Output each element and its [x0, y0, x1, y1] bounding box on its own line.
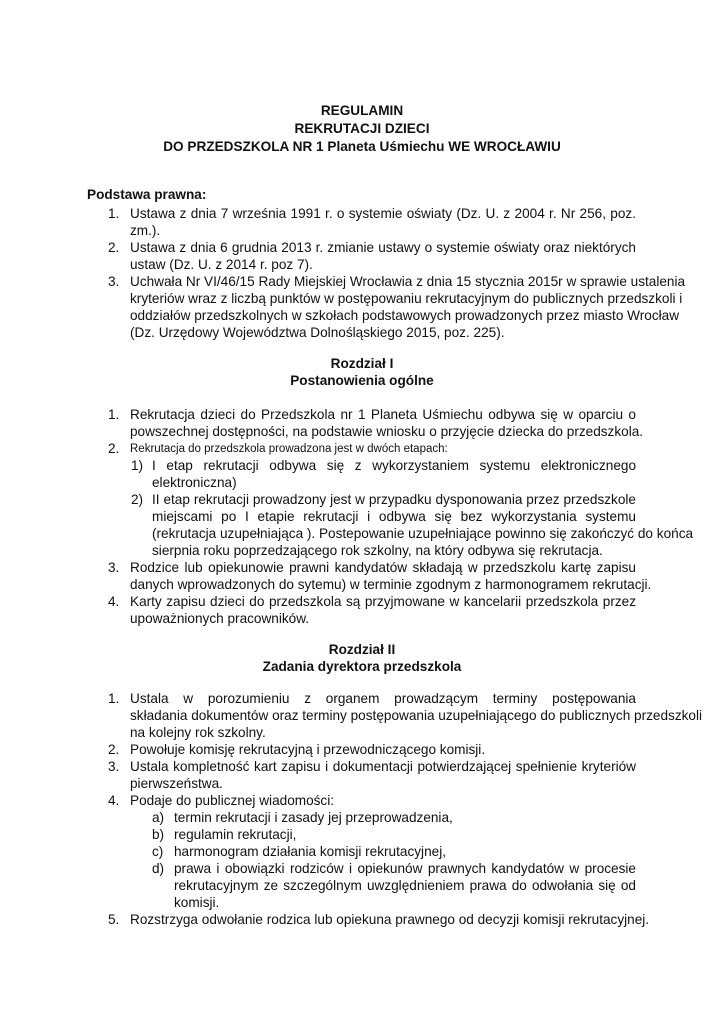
list-number: 1.: [108, 407, 120, 422]
document-title-line1: REGULAMIN: [320, 103, 404, 118]
list-number: 1.: [108, 206, 120, 221]
list-item-text: Podaje do publicznej wiadomości:: [130, 793, 335, 808]
list-number: 4.: [108, 793, 120, 808]
sublist-item-text: sierpnia roku poprzedzającego rok szkolny, na który odbywa się rekrutacja.: [152, 543, 603, 558]
sublist-item-text: I etap rekrutacji odbywa się z wykorzystaniem systemu elektronicznego: [152, 458, 636, 473]
chapter-2-number: Rozdział II: [328, 642, 396, 657]
list-item-text: Powołuje komisję rekrutacyjną i przewodniczącego komisji.: [130, 742, 486, 757]
list-number: 4.: [108, 594, 120, 609]
sublist-number: 1): [131, 458, 144, 473]
list-number: 2.: [108, 742, 120, 757]
list-item-text: kryteriów wraz z liczbą punktów w postępowaniu rekrutacyjnym do publicznych przedszkoli i: [130, 291, 683, 306]
list-number: 3.: [108, 560, 120, 575]
list-item-text: Ustala kompletność kart zapisu i dokumentacji potwierdzającej spełnienie kryteriów: [130, 759, 636, 774]
list-item-text: oddziałów przedszkolnych w szkołach podstawowych prowadzonych przez miasto Wrocław: [130, 308, 680, 323]
list-item-text: Ustawa z dnia 7 września 1991 r. o systemie oświaty (Dz. U. z 2004 r. Nr 256, poz.: [130, 206, 636, 221]
document-title-line3: DO PRZEDSZKOLA NR 1 Planeta Uśmiechu WE WROCŁAWIU: [163, 139, 561, 154]
list-number: 2.: [108, 240, 120, 255]
sublist-letter: a): [152, 810, 165, 825]
sublist-letter: b): [152, 827, 165, 842]
list-item-text: powszechnej dostępności, na podstawie wniosku o przyjęcie dziecka do przedszkola.: [130, 424, 644, 439]
list-number: 2.: [108, 441, 120, 456]
sublist-item-text: II etap rekrutacji prowadzony jest w przypadku dysponowania przez przedszkole: [152, 492, 636, 507]
list-item-text: danych wprowadzonych do sytemu) w terminie zgodnym z harmonogramem rekrutacji.: [130, 577, 652, 592]
list-item-text: na kolejny rok szkolny.: [130, 725, 266, 740]
sublist-item-text: miejscami po I etapie rekrutacji i odbywa się bez wykorzystania systemu: [152, 509, 636, 524]
chapter-1-title: Postanowienia ogólne: [290, 373, 434, 388]
sublist-item-text: termin rekrutacji i zasady jej przeprowadzenia,: [174, 810, 453, 825]
list-item-text: Rodzice lub opiekunowie prawni kandydatów składają w przedszkolu kartę zapisu: [130, 560, 636, 575]
sublist-letter: c): [152, 844, 164, 859]
list-item-text: pierwszeństwa.: [130, 776, 223, 791]
sublist-item-text: rekrutacyjnym ze szczególnym uwzględnieniem prawa do odwołania się od: [174, 878, 636, 893]
list-item-text: Uchwała Nr VI/46/15 Rady Miejskiej Wrocławia z dnia 15 stycznia 2015r w sprawie ustalenia: [130, 274, 686, 289]
list-number: 3.: [108, 274, 120, 289]
sublist-letter: d): [152, 861, 165, 876]
sublist-item-text: prawa i obowiązki rodziców i opiekunów prawnych kandydatów w procesie: [174, 861, 636, 876]
list-item-text: Rekrutacja do przedszkola prowadzona jest w dwóch etapach:: [130, 443, 448, 455]
list-item-text: upoważnionych pracowników.: [130, 611, 310, 626]
chapter-2-title: Zadania dyrektora przedszkola: [262, 659, 462, 674]
list-item-text: ustaw (Dz. U. z 2014 r. poz 7).: [130, 257, 313, 272]
list-number: 3.: [108, 759, 120, 774]
sublist-item-text: harmonogram działania komisji rekrutacyjnej,: [174, 844, 446, 859]
sublist-number: 2): [131, 492, 144, 507]
list-item-text: Rozstrzyga odwołanie rodzica lub opiekuna prawnego od decyzji komisji rekrutacyjnej.: [130, 912, 650, 927]
sublist-item-text: elektroniczna): [152, 475, 237, 490]
list-item-text: Karty zapisu dzieci do przedszkola są przyjmowane w kancelarii przedszkola przez: [130, 594, 636, 609]
list-item-text: (Dz. Urzędowy Województwa Dolnośląskiego 2015, poz. 225).: [130, 325, 505, 340]
sublist-item-text: komisji.: [174, 895, 220, 910]
list-number: 5.: [108, 912, 120, 927]
chapter-1-number: Rozdział I: [330, 356, 394, 371]
list-item-text: Ustawa z dnia 6 grudnia 2013 r. zmianie ustawy o systemie oświaty oraz niektórych: [130, 240, 636, 255]
list-number: 1.: [108, 691, 120, 706]
sublist-item-text: (rekrutacja uzupełniająca ). Postepowanie uzupełniające powinno się zakończyć do końca: [152, 526, 694, 541]
list-item-text: Rekrutacja dzieci do Przedszkola nr 1 Planeta Uśmiechu odbywa się w oparciu o: [130, 407, 636, 422]
sublist-item-text: regulamin rekrutacji,: [174, 827, 297, 842]
list-item-text: zm.).: [130, 223, 161, 238]
legal-basis-heading: Podstawa prawna:: [87, 187, 207, 202]
list-item-text: Ustala w porozumieniu z organem prowadzącym terminy postępowania: [130, 691, 636, 706]
document-title-line2: REKRUTACJI DZIECI: [294, 121, 430, 136]
list-item-text: składania dokumentów oraz terminy postępowania uzupełniającego do publicznych przedszkoli: [130, 708, 703, 723]
